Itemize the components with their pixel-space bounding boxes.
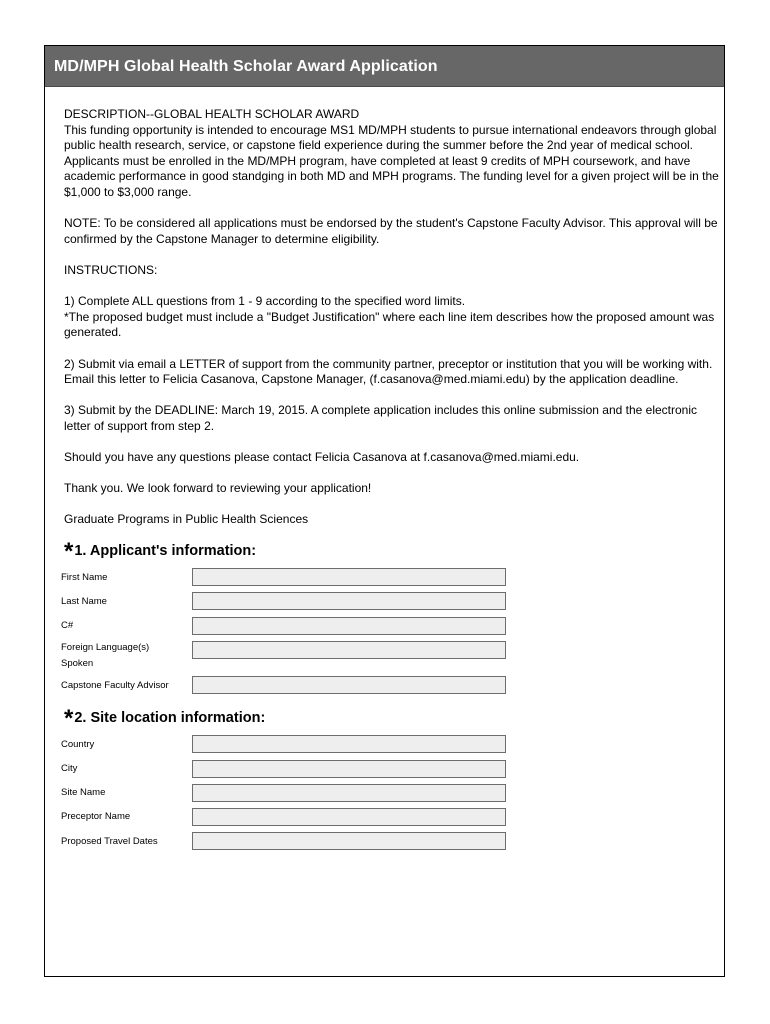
city-label: City xyxy=(61,763,78,774)
title-bar xyxy=(45,46,724,87)
first-name-label: First Name xyxy=(61,572,108,583)
preceptor-input[interactable] xyxy=(192,808,506,826)
section-2-title-text: 2. Site location information: xyxy=(74,710,266,726)
instructions-heading: INSTRUCTIONS: xyxy=(64,262,158,277)
site-name-label: Site Name xyxy=(61,787,106,798)
last-name-label: Last Name xyxy=(61,596,107,607)
languages-label: Foreign Language(s) Spoken xyxy=(61,642,150,669)
travel-dates-label: Proposed Travel Dates xyxy=(61,836,158,847)
step-1-text: 1) Complete ALL questions from 1 - 9 according to the specified word limits. xyxy=(64,294,466,309)
languages-input[interactable] xyxy=(192,641,506,659)
signature-text: Graduate Programs in Public Health Sciences xyxy=(64,512,309,527)
first-name-input[interactable] xyxy=(192,568,506,586)
advisor-input[interactable] xyxy=(192,676,506,694)
country-label: Country xyxy=(61,739,95,750)
section-2-title xyxy=(64,705,265,733)
site-name-input[interactable] xyxy=(192,784,506,802)
country-input[interactable] xyxy=(192,735,506,753)
step-3-text: 3) Submit by the DEADLINE: March 19, 2015. A complete application includes this online submission and the electronic letter of support from step 2. xyxy=(64,403,698,433)
preceptor-label: Preceptor Name xyxy=(61,811,131,822)
page-title: MD/MPH Global Health Scholar Award Application xyxy=(54,58,438,75)
description-heading: DESCRIPTION--GLOBAL HEALTH SCHOLAR AWARD xyxy=(64,107,360,121)
travel-dates-input[interactable] xyxy=(192,832,506,850)
c-number-input[interactable] xyxy=(192,617,506,635)
step-1-note: *The proposed budget must include a "Budget Justification" where each line item describes how the proposed amount was generated. xyxy=(64,309,715,340)
section-1-title xyxy=(64,538,256,566)
note-text: NOTE: To be considered all applications must be endorsed by the student's Capstone Faculty Advisor. This approval will be confirmed by the Capstone Manager to determine eligibility. xyxy=(64,216,718,246)
questions-text: Should you have any questions please contact Felicia Casanova at f.casanova@med.miami.edu. xyxy=(64,450,580,465)
description-body: This funding opportunity is intended to encourage MS1 MD/MPH students to pursue international endeavors through global public health research, service, or capstone field experience during the summer before the 2nd year of medical school. Applicants must be enrolled in the MD/MPH program, have completed at least 9 credits of MPH coursework, and have academic performance in good standging in both MD and MPH programs. The funding level for a given project will be in the $1,000 to $3,000 range. xyxy=(64,122,719,199)
advisor-label: Capstone Faculty Advisor xyxy=(61,680,169,691)
section-1-title-text: 1. Applicant's information: xyxy=(74,543,257,559)
application-form xyxy=(44,45,725,977)
last-name-input[interactable] xyxy=(192,592,506,610)
c-number-label: C# xyxy=(61,620,74,631)
thanks-text: Thank you. We look forward to reviewing your application! xyxy=(64,481,372,496)
description-block xyxy=(64,107,724,544)
city-input[interactable] xyxy=(192,760,506,778)
step-2-text: 2) Submit via email a LETTER of support from the community partner, preceptor or institution that you will be working with. Email this letter to Felicia Casanova, Capstone Manager, (f.casanova@med.miami.edu) by the application deadline. xyxy=(64,356,713,387)
required-mark: * xyxy=(64,538,74,565)
required-mark: * xyxy=(64,705,74,732)
